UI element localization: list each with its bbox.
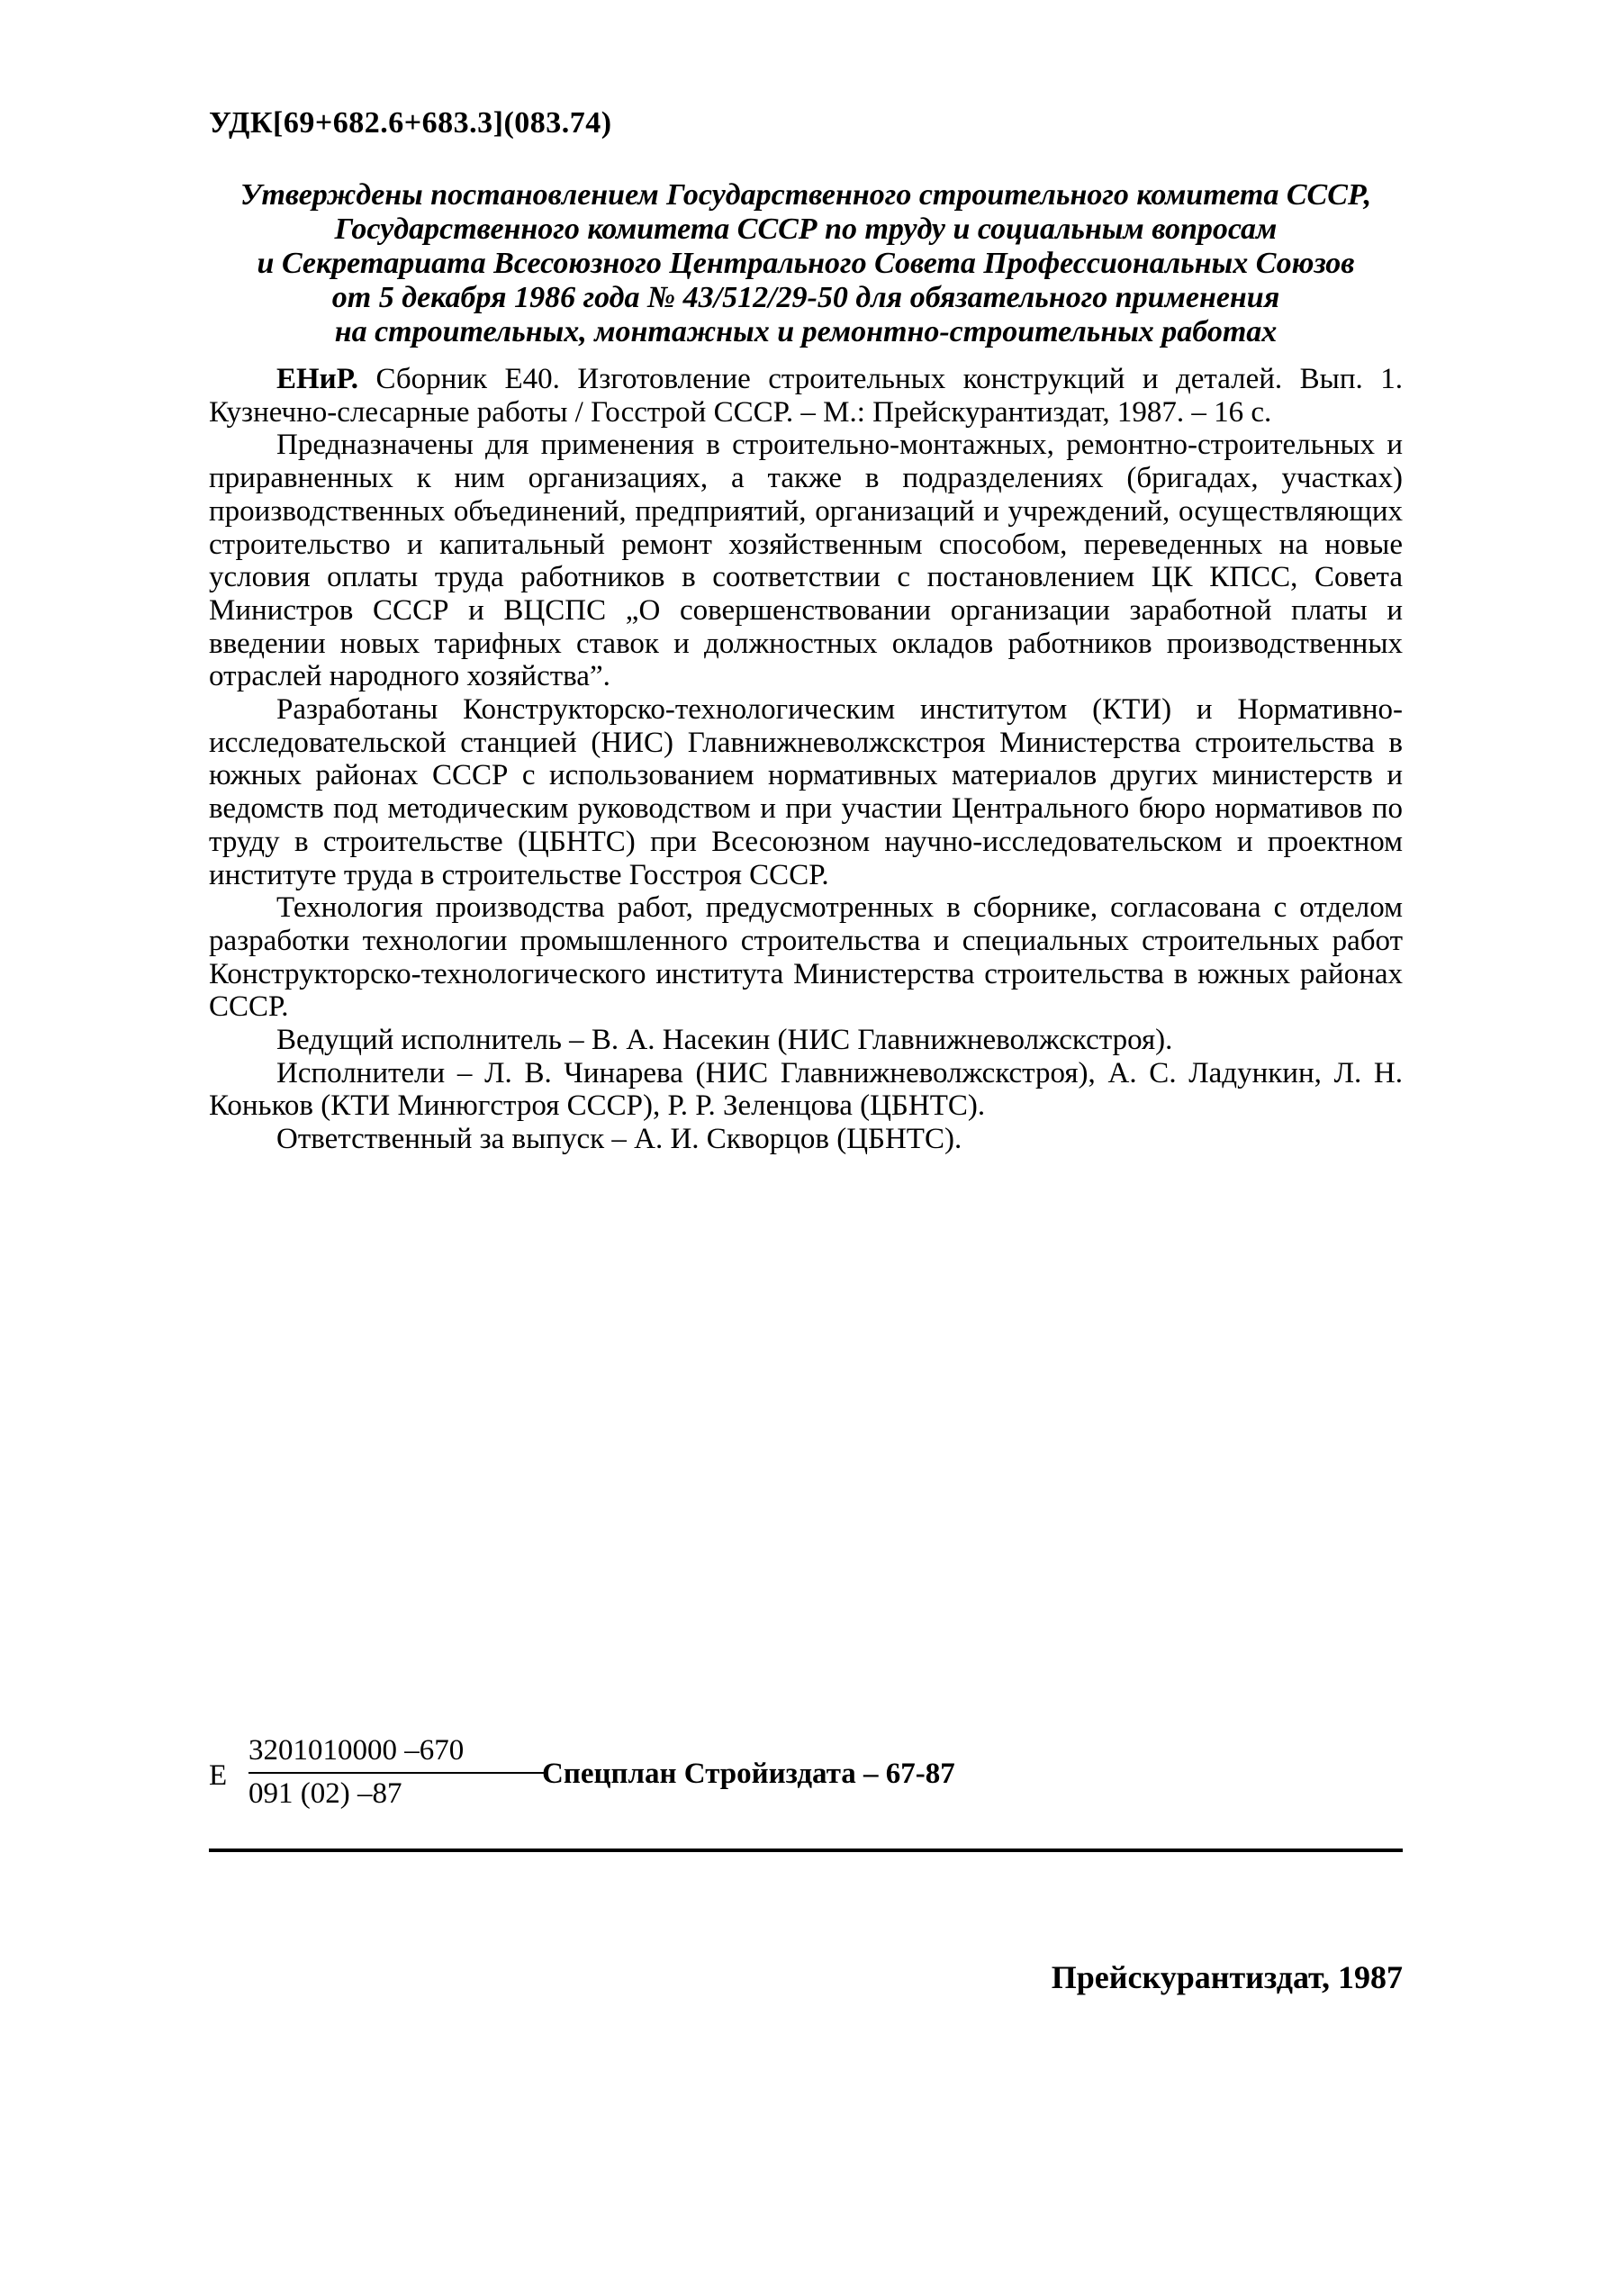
- bibliographic-description: Сборник Е40. Изготовление строительных конструкций и деталей. Вып. 1. Кузнечно-слесарные работы / Госстрой СССР. – М.: Прейскурантиздат, 1987. – 16 с.: [209, 363, 1403, 429]
- catalog-index: [209, 1731, 1019, 1821]
- udk-code: УДК[69+682.6+683.3](083.74): [209, 106, 612, 140]
- approval-line: Государственного комитета СССР по труду и социальным вопросам: [334, 212, 1278, 246]
- lead-executor: Ведущий исполнитель – В. А. Насекин (НИС Главнижневолжскстроя).: [276, 1024, 1173, 1057]
- index-letter: Е: [209, 1759, 228, 1792]
- approval-line: на строительных, монтажных и ремонтно-строительных работах: [334, 315, 1278, 348]
- developers-paragraph: Разработаны Конструкторско-технологическим институтом (КТИ) и Нормативно-исследовательской станцией (НИС) Главнижневолжскстроя Министерства строительства в южных районах СССР с использованием нормативных материалов других министерств и ведомств под методическим руководством и при участии Центрального бюро нормативов по труду в строительстве (ЦБНТС) при Всесоюзном научно-исследовательском и проектном институте труда в строительстве Госстроя СССР.: [209, 693, 1403, 891]
- purpose-paragraph: Предназначены для применения в строительно-монтажных, ремонтно-строительных и приравненных к ним организациях, а также в подразделениях (бригадах, участках) производственных объединений, предприятий, организаций и учреждений, осуществляющих строительство и капитальный ремонт хозяйственным способом, переведенных на новые условия оплаты труда работников в соответствии с постановлением ЦК КПСС, Совета Министров СССР и ВЦСПС „О совершенствовании организации заработной платы и введении новых тарифных ставок и должностных окладов работников производственных отраслей народного хозяйства”.: [209, 429, 1403, 693]
- executors: Исполнители – Л. В. Чинарева (НИС Главнижневолжскстроя), А. С. Ладункин, Л. Н. Коньков (КТИ Минюгстроя СССР), Р. Р. Зеленцова (ЦБНТС).: [209, 1056, 1403, 1123]
- main-text: [209, 363, 1403, 1156]
- publisher-imprint: Прейскурантиздат, 1987: [1051, 1959, 1403, 1995]
- approval-line: и Секретариата Всесоюзного Центрального Совета Профессиональных Союзов: [257, 247, 1355, 280]
- bibliographic-title: ЕНиР.: [276, 363, 358, 395]
- publishing-plan: Спецплан Стройиздата – 67-87: [542, 1758, 955, 1790]
- approval-line: от 5 декабря 1986 года № 43/512/29-50 для обязательного применения: [331, 281, 1280, 314]
- responsible-editor: Ответственный за выпуск – А. И. Скворцов (ЦБНТС).: [276, 1123, 962, 1156]
- technology-paragraph: Технология производства работ, предусмотренных в сборнике, согласована с отделом разработки технологии промышленного строительства и специальных строительных работ Конструкторско-технологического института Министерства строительства в южных районах СССР.: [209, 891, 1403, 1024]
- index-numerator: 3201010000 –670: [248, 1734, 465, 1767]
- bibliographic-record: [209, 363, 1403, 429]
- footer-divider: [209, 1849, 1403, 1852]
- approval-statement: [209, 178, 1403, 349]
- approval-line: Утверждены постановлением Государственного строительного комитета СССР,: [239, 178, 1372, 212]
- index-denominator: 091 (02) –87: [248, 1777, 402, 1810]
- fraction-bar: [248, 1772, 546, 1774]
